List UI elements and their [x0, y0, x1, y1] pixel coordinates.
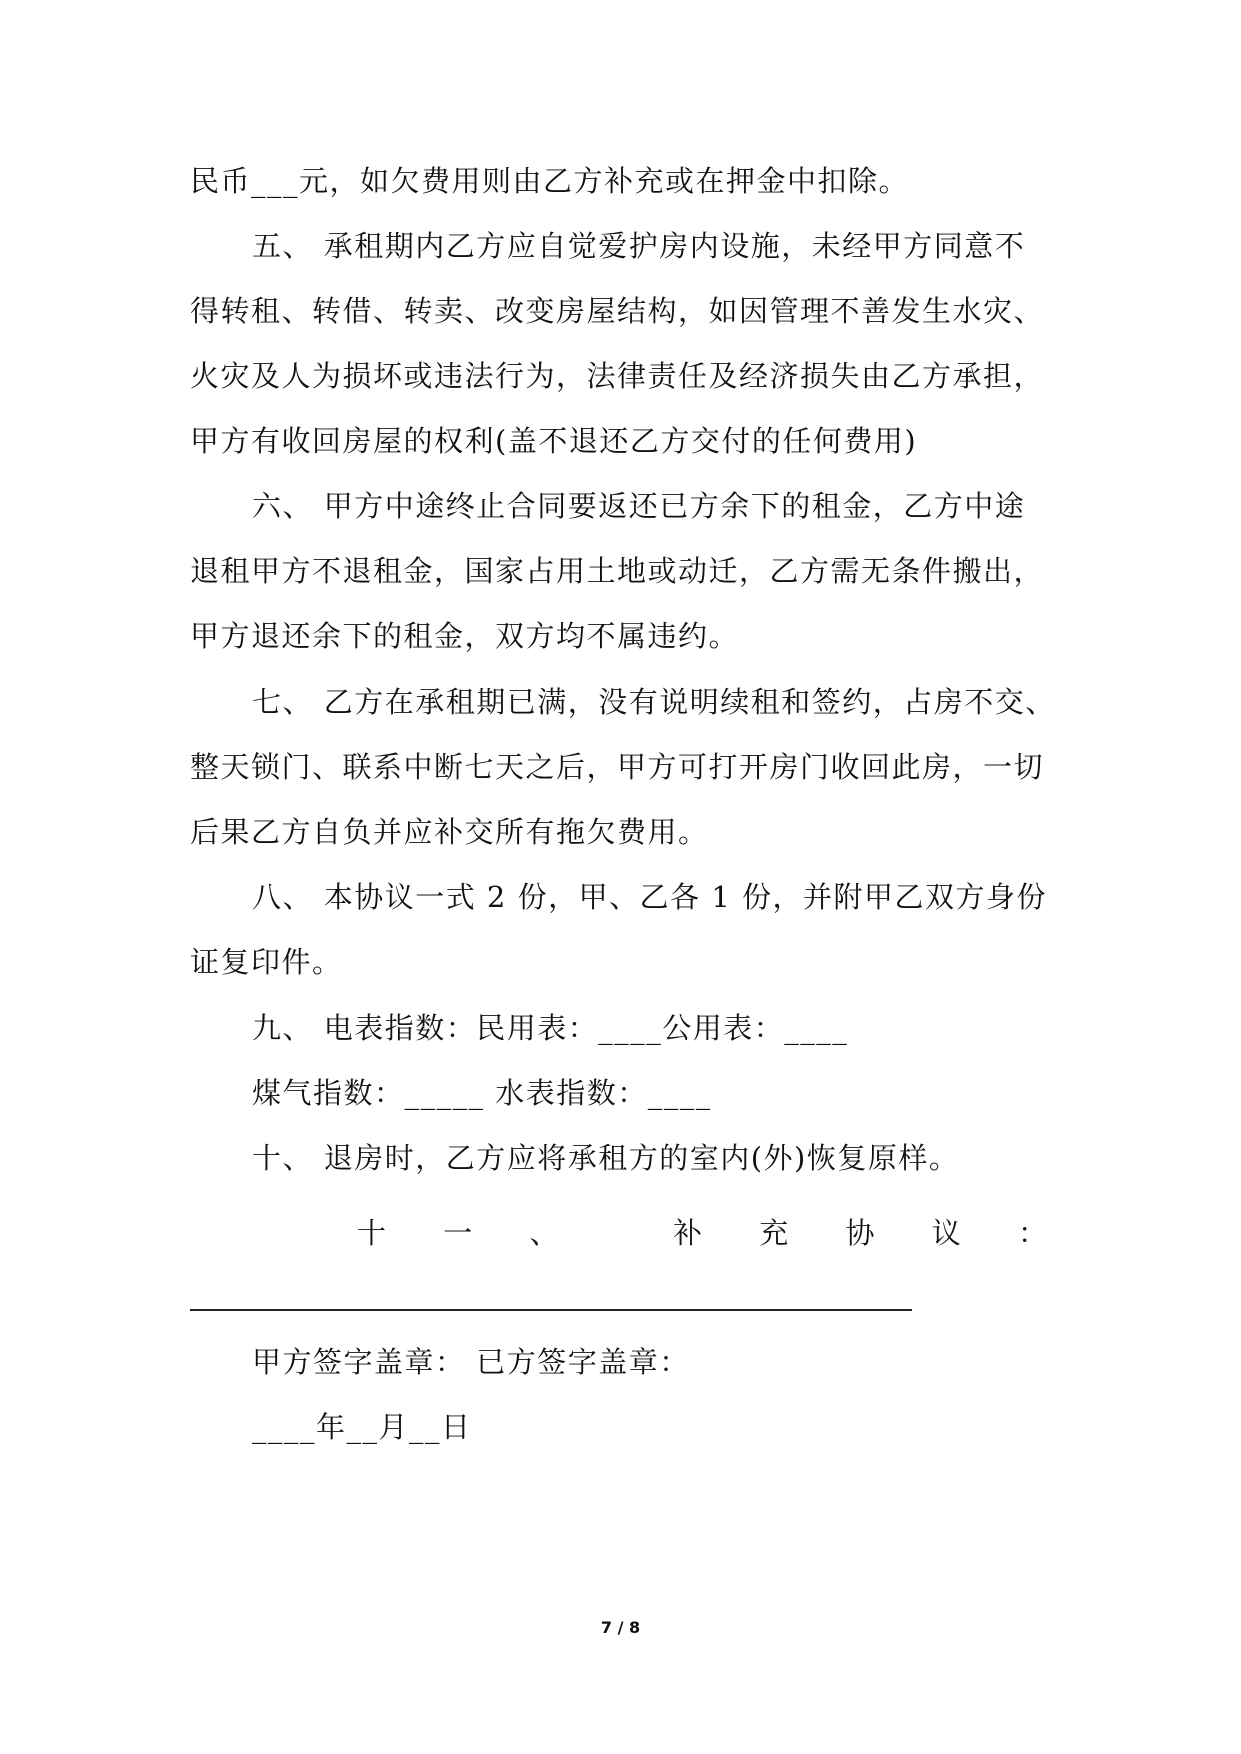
heading-char: 一 [443, 1216, 473, 1250]
signature-line: 甲方签字盖章： 已方签字盖章： [252, 1345, 690, 1379]
paragraph-line: 得转租、转借、转卖、改变房屋结构，如因管理不善发生水灾、 [190, 294, 1045, 328]
heading-char: 补 [672, 1216, 702, 1250]
paragraph-line: 证复印件。 [190, 945, 343, 979]
gas-water-meter-line: 煤气指数：_____ 水表指数：____ [252, 1076, 712, 1110]
paragraph-line: 民币___元，如欠费用则由乙方补充或在押金中扣除。 [190, 164, 910, 198]
supplement-blank-line [190, 1309, 912, 1311]
heading-char: 十 [357, 1216, 387, 1250]
clause-five-line: 五、 承租期内乙方应自觉爱护房内设施，未经甲方同意不 [252, 229, 1026, 263]
paragraph-line: 退租甲方不退租金，国家占用土地或动迁，乙方需无条件搬出， [190, 554, 1045, 588]
paragraph-line: 甲方有收回房屋的权利(盖不退还乙方交付的任何费用) [190, 424, 918, 458]
clause-eight-line: 八、 本协议一式 2 份，甲、乙各 1 份，并附甲乙双方身份 [252, 880, 1047, 914]
heading-char: 充 [759, 1216, 789, 1250]
clause-nine-line: 九、 电表指数：民用表：____公用表：____ [252, 1011, 849, 1045]
heading-char: 协 [845, 1216, 875, 1250]
paragraph-line: 后果乙方自负并应补交所有拖欠费用。 [190, 815, 709, 849]
heading-char: ： [1017, 1216, 1047, 1250]
paragraph-line: 火灾及人为损坏或违法行为，法律责任及经济损失由乙方承担， [190, 359, 1045, 393]
page-number: 7 / 8 [600, 1618, 641, 1637]
heading-char: 、 [529, 1216, 559, 1250]
paragraph-line: 整天锁门、联系中断七天之后，甲方可打开房门收回此房，一切 [190, 750, 1045, 784]
clause-six-line: 六、 甲方中途终止合同要返还已方余下的租金，乙方中途 [252, 489, 1026, 523]
clause-ten-line: 十、 退房时，乙方应将承租方的室内(外)恢复原样。 [252, 1141, 960, 1175]
paragraph-line: 甲方退还余下的租金，双方均不属违约。 [190, 619, 740, 653]
date-line: ____年__月__日 [252, 1410, 472, 1444]
clause-eleven-heading [357, 1213, 1047, 1253]
clause-seven-line: 七、 乙方在承租期已满，没有说明续租和签约，占房不交、 [252, 685, 1056, 719]
heading-char: 议 [931, 1216, 961, 1250]
